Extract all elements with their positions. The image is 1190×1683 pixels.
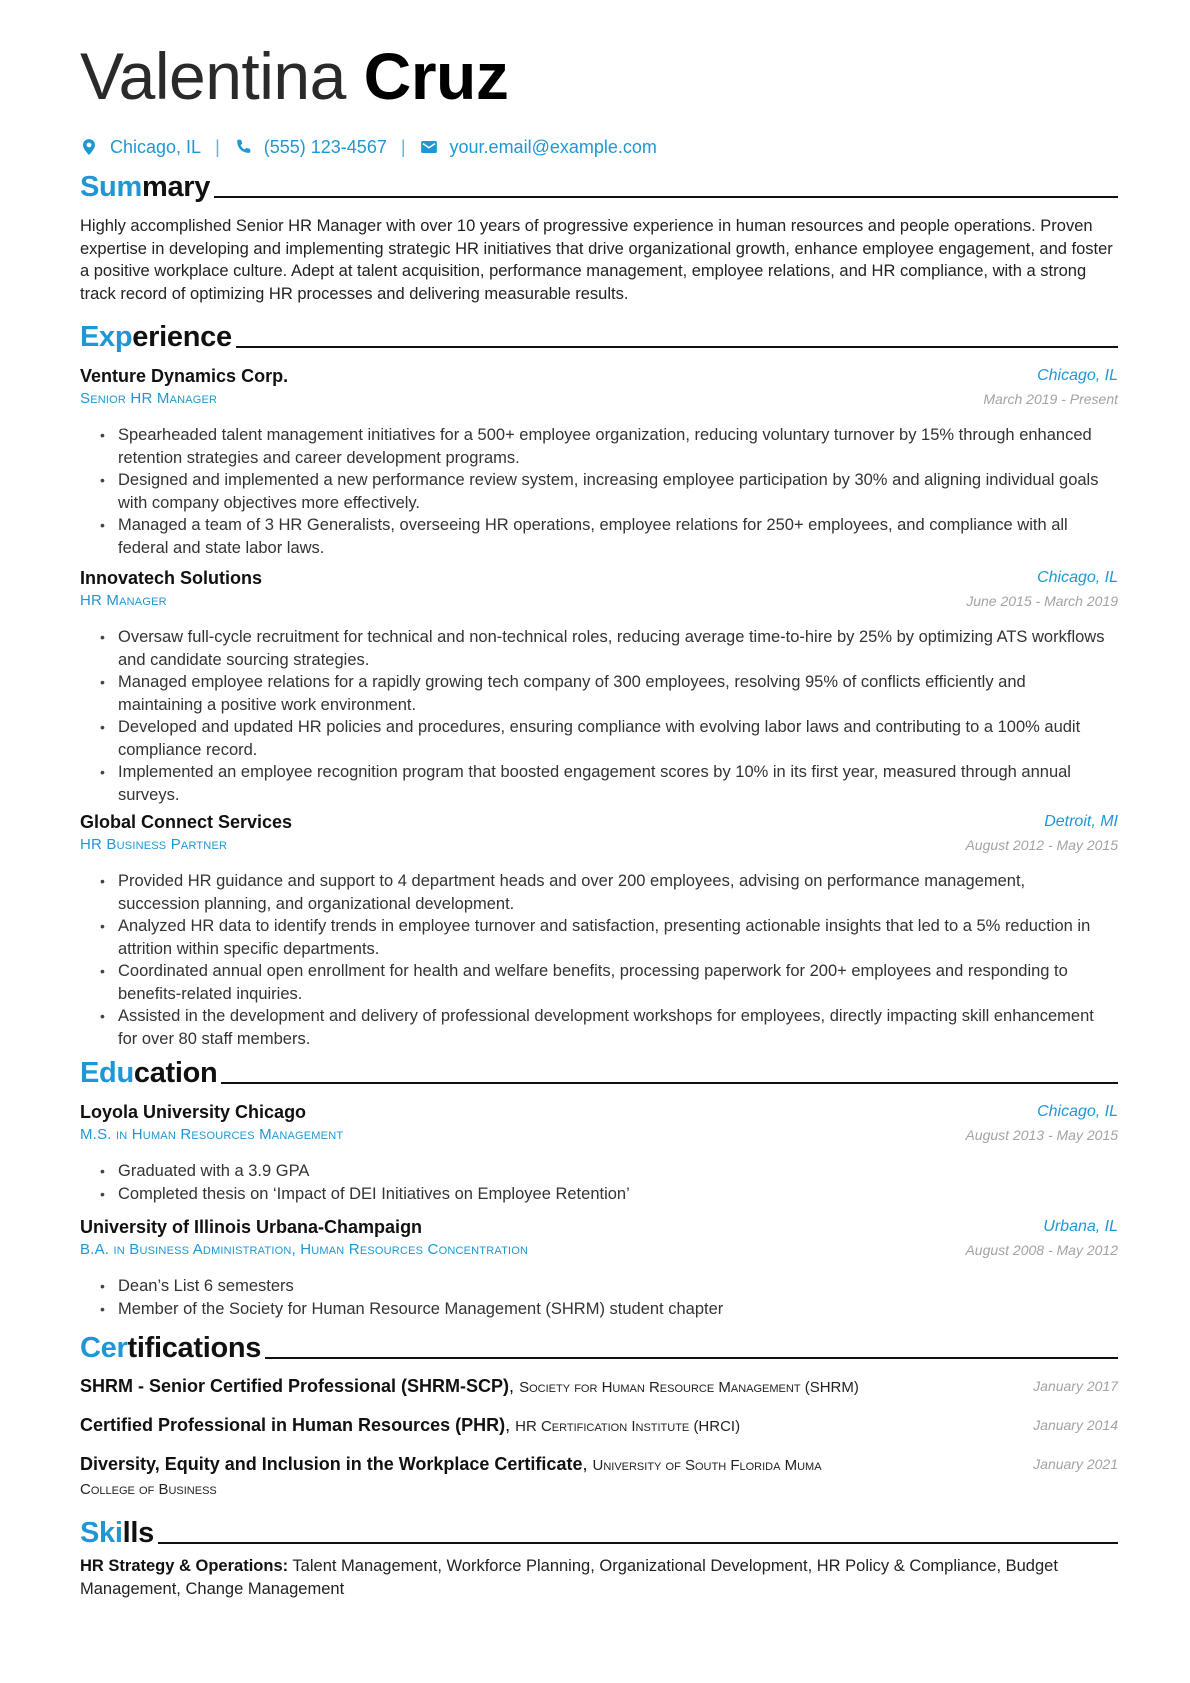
job-title: Senior HR Manager xyxy=(80,390,218,407)
bullet-item: • Analyzed HR data to identify trends in employee turnover and satisfaction, presenting actionable insights that led to a 5% reduction in attrition within specific departments. xyxy=(118,915,1118,960)
separator: | xyxy=(400,136,406,157)
last-name: Cruz xyxy=(363,39,509,113)
degree: M.S. in Human Resources Management xyxy=(80,1126,344,1143)
school-dates: August 2008 - May 2012 xyxy=(965,1242,1118,1258)
certification-issuer: HR Certification Institute (HRCI) xyxy=(515,1418,741,1435)
education-entry xyxy=(80,1215,1118,1320)
heading-accent: Exp xyxy=(80,321,133,353)
section-heading-experience xyxy=(80,314,1118,354)
section-rule xyxy=(236,346,1118,348)
school-location: Urbana, IL xyxy=(1043,1218,1118,1235)
job-title: HR Manager xyxy=(80,592,167,609)
job-location: Detroit, MI xyxy=(1044,813,1118,830)
bullet-item: • Implemented an employee recognition program that boosted engagement scores by 10% in its first year, measured through annual surveys. xyxy=(118,761,1118,806)
contact-email[interactable] xyxy=(420,137,657,158)
envelope-icon xyxy=(420,138,438,156)
heading-accent: Cer xyxy=(80,1332,128,1364)
bullet-item: • Managed employee relations for a rapidly growing tech company of 300 employees, resolving 95% of conflicts efficiently and maintaining a positive work environment. xyxy=(118,671,1118,716)
certification-item: Diversity, Equity and Inclusion in the Workplace Certificate, University of South Florida Muma College of Business January 2021 xyxy=(80,1454,1118,1498)
phone-text: (555) 123-4567 xyxy=(263,136,387,157)
first-name: Valentina xyxy=(80,39,346,113)
contact-location xyxy=(80,137,201,158)
section-heading-skills xyxy=(80,1510,1118,1550)
section-rule xyxy=(221,1082,1118,1084)
experience-entry xyxy=(80,810,1118,1050)
job-dates: June 2015 - March 2019 xyxy=(966,593,1118,609)
heading-rest: cation xyxy=(133,1057,218,1089)
certification-item: Certified Professional in Human Resources (PHR), HR Certification Institute (HRCI) January 2014 xyxy=(80,1415,1118,1435)
map-pin-icon xyxy=(80,138,98,156)
certification-name: SHRM - Senior Certified Professional (SHRM-SCP) xyxy=(80,1376,510,1396)
contact-phone[interactable] xyxy=(234,137,387,158)
bullet-item: • Graduated with a 3.9 GPA xyxy=(118,1160,1118,1183)
certification-date: January 2014 xyxy=(1033,1417,1118,1433)
bullet-item: • Managed a team of 3 HR Generalists, overseeing HR operations, employee relations for 250+ employees, and compliance with all federal and state labor laws. xyxy=(118,514,1118,559)
bullet-item: • Completed thesis on ‘Impact of DEI Initiatives on Employee Retention’ xyxy=(118,1183,1118,1206)
section-rule xyxy=(158,1542,1118,1544)
bullet-item: • Coordinated annual open enrollment for health and welfare benefits, processing paperwork for 200+ employees and responding to benefits-related inquiries. xyxy=(118,960,1118,1005)
certification-date: January 2021 xyxy=(1033,1456,1118,1472)
bullet-item: • Member of the Society for Human Resource Management (SHRM) student chapter xyxy=(118,1298,1118,1321)
experience-entry xyxy=(80,364,1118,559)
bullet-item: • Dean’s List 6 semesters xyxy=(118,1275,1118,1298)
certification-name: Diversity, Equity and Inclusion in the Workplace Certificate xyxy=(80,1454,583,1474)
heading-rest: tifications xyxy=(127,1332,262,1364)
candidate-name xyxy=(80,36,508,116)
certification-name: Certified Professional in Human Resources (PHR) xyxy=(80,1415,506,1435)
heading-accent: Ski xyxy=(80,1517,123,1549)
phone-icon xyxy=(234,138,252,156)
bullet-item: • Spearheaded talent management initiatives for a 500+ employee organization, reducing voluntary turnover by 15% through enhanced retention strategies and career development programs. xyxy=(118,424,1118,469)
section-heading-summary xyxy=(80,164,1118,204)
bullet-list xyxy=(80,1160,1118,1205)
job-location: Chicago, IL xyxy=(1037,367,1118,384)
degree: B.A. in Business Administration, Human Resources Concentration xyxy=(80,1241,529,1258)
skills-line xyxy=(80,1555,1118,1601)
company-name: Global Connect Services xyxy=(80,812,293,832)
skills-category: HR Strategy & Operations: xyxy=(80,1557,289,1575)
education-entry xyxy=(80,1100,1118,1205)
school-dates: August 2013 - May 2015 xyxy=(965,1127,1118,1143)
section-heading-education xyxy=(80,1050,1118,1090)
bullet-item: • Oversaw full-cycle recruitment for technical and non-technical roles, reducing average time-to-hire by 25% by optimizing ATS workflows and candidate sourcing strategies. xyxy=(118,626,1118,671)
job-location: Chicago, IL xyxy=(1037,569,1118,586)
section-heading-certifications xyxy=(80,1325,1118,1365)
job-dates: August 2012 - May 2015 xyxy=(965,837,1118,853)
job-dates: March 2019 - Present xyxy=(983,391,1118,407)
section-rule xyxy=(265,1357,1118,1359)
skills-list: Talent Management, Workforce Planning, Organizational Development, HR Policy & Compliance, Budget Management, Change Management xyxy=(80,1557,1058,1598)
certification-issuer: Society for Human Resource Management (SHRM) xyxy=(519,1379,859,1396)
heading-rest: lls xyxy=(122,1517,154,1549)
bullet-item: • Provided HR guidance and support to 4 department heads and over 200 employees, advising on performance management, succession planning, and organizational development. xyxy=(118,870,1118,915)
company-name: Venture Dynamics Corp. xyxy=(80,366,289,386)
heading-rest: erience xyxy=(132,321,232,353)
bullet-item: • Assisted in the development and delivery of professional development workshops for employees, directly impacting skill enhancement for over 80 staff members. xyxy=(118,1005,1118,1050)
job-title: HR Business Partner xyxy=(80,836,228,853)
school-location: Chicago, IL xyxy=(1037,1103,1118,1120)
certification-item: SHRM - Senior Certified Professional (SHRM-SCP), Society for Human Resource Management (SHRM) January 2017 xyxy=(80,1376,1118,1396)
heading-rest: mary xyxy=(141,171,211,203)
email-link[interactable]: your.email@example.com xyxy=(449,136,657,157)
school-name: Loyola University Chicago xyxy=(80,1102,307,1122)
certification-issuer: University of South Florida Muma College of Business xyxy=(80,1457,822,1498)
bullet-list xyxy=(80,424,1118,559)
summary-text: Highly accomplished Senior HR Manager with over 10 years of progressive experience in human resources and people operations. Proven expertise in developing and implementing strategic HR initiatives that drive organizational growth, enhance employee engagement, and foster a positive workplace culture. Adept at talent acquisition, performance management, employee relations, and HR compliance, with a strong track record of optimizing HR processes and delivering measurable results. xyxy=(80,217,1113,304)
school-name: University of Illinois Urbana-Champaign xyxy=(80,1217,423,1237)
heading-accent: Sum xyxy=(80,171,142,203)
bullet-item: • Designed and implemented a new performance review system, increasing employee participation by 30% and aligning individual goals with company objectives more effectively. xyxy=(118,469,1118,514)
certification-date: January 2017 xyxy=(1033,1378,1118,1394)
bullet-list xyxy=(80,626,1118,806)
experience-entry xyxy=(80,566,1118,806)
contact-bar xyxy=(80,134,657,160)
location-text: Chicago, IL xyxy=(110,136,202,157)
section-rule xyxy=(214,196,1118,198)
bullet-item: • Developed and updated HR policies and procedures, ensuring compliance with evolving labor laws and contributing to a 100% audit compliance record. xyxy=(118,716,1118,761)
bullet-list xyxy=(80,870,1118,1050)
bullet-list xyxy=(80,1275,1118,1320)
heading-accent: Edu xyxy=(80,1057,134,1089)
separator: | xyxy=(215,136,220,157)
company-name: Innovatech Solutions xyxy=(80,568,263,588)
